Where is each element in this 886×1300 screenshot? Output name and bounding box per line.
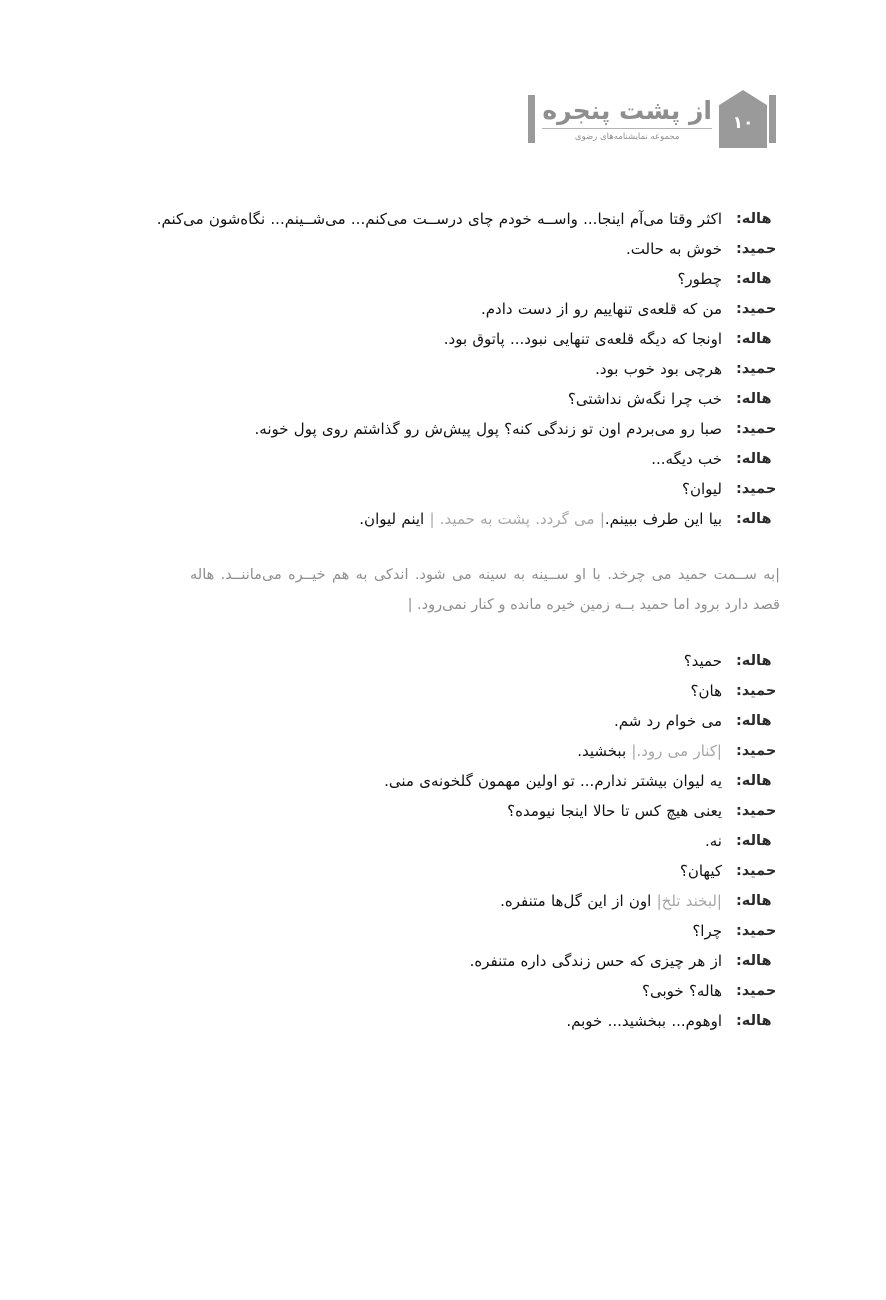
speaker-label: حمید:: [736, 301, 777, 317]
speaker-label: هاله:: [736, 653, 772, 669]
page-number-badge: [719, 90, 767, 148]
logo-subtitle-rule: [542, 128, 712, 142]
dialogue-line: [102, 916, 782, 946]
speech-text: [102, 504, 736, 534]
dialogue-line: [102, 444, 782, 474]
dialogue-line: [102, 354, 782, 384]
speech-text: اکثر وقتا می‌آم اینجا... واســه خودم چای درســت می‌کنم... می‌شــینم... نگاه‌شون می‌کنم.: [156, 210, 722, 228]
speaker-label: حمید:: [736, 481, 777, 497]
speech-text: خب چرا نگه‌ش نداشتی؟: [567, 390, 722, 408]
speaker-label: هاله:: [736, 511, 772, 527]
speaker-label: حمید:: [736, 743, 777, 759]
dialogue-line: [102, 976, 782, 1006]
dialogue-line: [102, 414, 782, 444]
speech-text: خوش به حالت.: [626, 240, 722, 258]
dialogue-block-two: [102, 646, 782, 1036]
speech-text: نه.: [705, 832, 722, 850]
speech-text: اوهوم... ببخشید... خوبم.: [566, 1012, 722, 1030]
speech-text: [102, 886, 736, 916]
speaker-label: هاله:: [736, 893, 772, 909]
speaker-label: حمید:: [736, 361, 777, 377]
speech-text: حمید؟: [683, 652, 722, 670]
inline-stage-direction: | می گردد. پشت به حمید. |: [429, 510, 605, 528]
dialogue-line: [102, 766, 782, 796]
dialogue-line: [102, 886, 782, 916]
speech-segment: اینم لیوان.: [359, 510, 430, 528]
speech-text: لیوان؟: [682, 480, 722, 498]
speech-text: چطور؟: [677, 270, 722, 288]
speaker-label: هاله:: [736, 773, 772, 789]
dialogue-line: [102, 234, 782, 264]
dialogue-line: [102, 324, 782, 354]
dialogue-line: [102, 384, 782, 414]
logo-title: از پشت پنجره: [542, 95, 712, 125]
speaker-label: هاله:: [736, 451, 772, 467]
speaker-label: حمید:: [736, 421, 777, 437]
speaker-label: حمید:: [736, 241, 777, 257]
stage-direction-paragraph: |به ســمت حمید می چرخد. با او ســینه به سینه می شود. اندکی به هم خیــره می‌ماننــد. هاله قصد دارد برود اما حمید بــه زمین خیره مانده و کنار نمی‌رود. |: [190, 567, 780, 613]
speaker-label: هاله:: [736, 331, 772, 347]
speaker-label: هاله:: [736, 713, 772, 729]
speaker-label: هاله:: [736, 391, 772, 407]
speaker-label: حمید:: [736, 683, 777, 699]
logo-subtitle: مجموعه نمایشنامه‌های رضوی: [574, 131, 680, 142]
speech-text: یه لیوان بیشتر ندارم... تو اولین مهمون گلخونه‌ی منی.: [384, 772, 722, 790]
page-number: ۱۰: [732, 113, 754, 133]
dialogue-line: [102, 1006, 782, 1036]
speech-text: یعنی هیچ کس تا حالا اینجا نیومده؟: [507, 802, 722, 820]
dialogue-line: [102, 856, 782, 886]
speech-text: هرچی بود خوب بود.: [595, 360, 722, 378]
dialogue-line: [102, 264, 782, 294]
dialogue-line: [102, 646, 782, 676]
speech-text: می خوام رد شم.: [613, 712, 722, 730]
dialogue-line: [102, 796, 782, 826]
speaker-label: حمید:: [736, 923, 777, 939]
logo-bracket-left-icon: [769, 95, 776, 143]
speech-text: من که قلعه‌ی تنهاییم رو از دست دادم.: [481, 300, 722, 318]
speech-segment: اون از این گل‌ها متنفره.: [500, 892, 657, 910]
dialogue-line: [102, 504, 782, 534]
speaker-label: حمید:: [736, 803, 777, 819]
speaker-label: هاله:: [736, 271, 772, 287]
speech-text: صبا رو می‌بردم اون تو زندگی کنه؟ پول پیش‌ش رو گذاشتم روی پول خونه.: [254, 420, 722, 438]
speech-segment: ببخشید.: [577, 742, 632, 760]
speech-text: از هر چیزی که حس زندگی داره متنفره.: [469, 952, 722, 970]
dialogue-line: [102, 204, 782, 234]
logo-bracket-right-icon: [528, 95, 535, 143]
speech-text: خب دیگه...: [651, 450, 722, 468]
speech-text: [102, 736, 736, 766]
page-header: [0, 88, 886, 154]
inline-stage-direction: |کنار می رود.|: [631, 742, 722, 760]
speech-text: هان؟: [690, 682, 722, 700]
dialogue-line: [102, 294, 782, 324]
publication-logo: [524, 88, 782, 150]
speaker-label: هاله:: [736, 953, 772, 969]
speaker-label: هاله:: [736, 833, 772, 849]
dialogue-line: [102, 676, 782, 706]
dialogue-line: [102, 826, 782, 856]
speaker-label: هاله:: [736, 211, 772, 227]
dialogue-line: [102, 706, 782, 736]
speech-segment: بیا این طرف ببینم.: [604, 510, 722, 528]
speaker-label: حمید:: [736, 863, 777, 879]
speech-text: کیهان؟: [679, 862, 722, 880]
inline-stage-direction: |لبخند تلخ|: [656, 892, 722, 910]
speech-text: چرا؟: [692, 922, 722, 940]
dialogue-line: [102, 736, 782, 766]
script-body: [102, 204, 782, 1036]
dialogue-line: [102, 946, 782, 976]
dialogue-block-one: [102, 204, 782, 534]
speech-text: اونجا که دیگه قلعه‌ی تنهایی نبود... پاتوق بود.: [443, 330, 722, 348]
dialogue-line: [102, 474, 782, 504]
speaker-label: حمید:: [736, 983, 777, 999]
speech-text: هاله؟ خوبی؟: [642, 982, 722, 1000]
speaker-label: هاله:: [736, 1013, 772, 1029]
logo-text-group: [535, 97, 719, 142]
